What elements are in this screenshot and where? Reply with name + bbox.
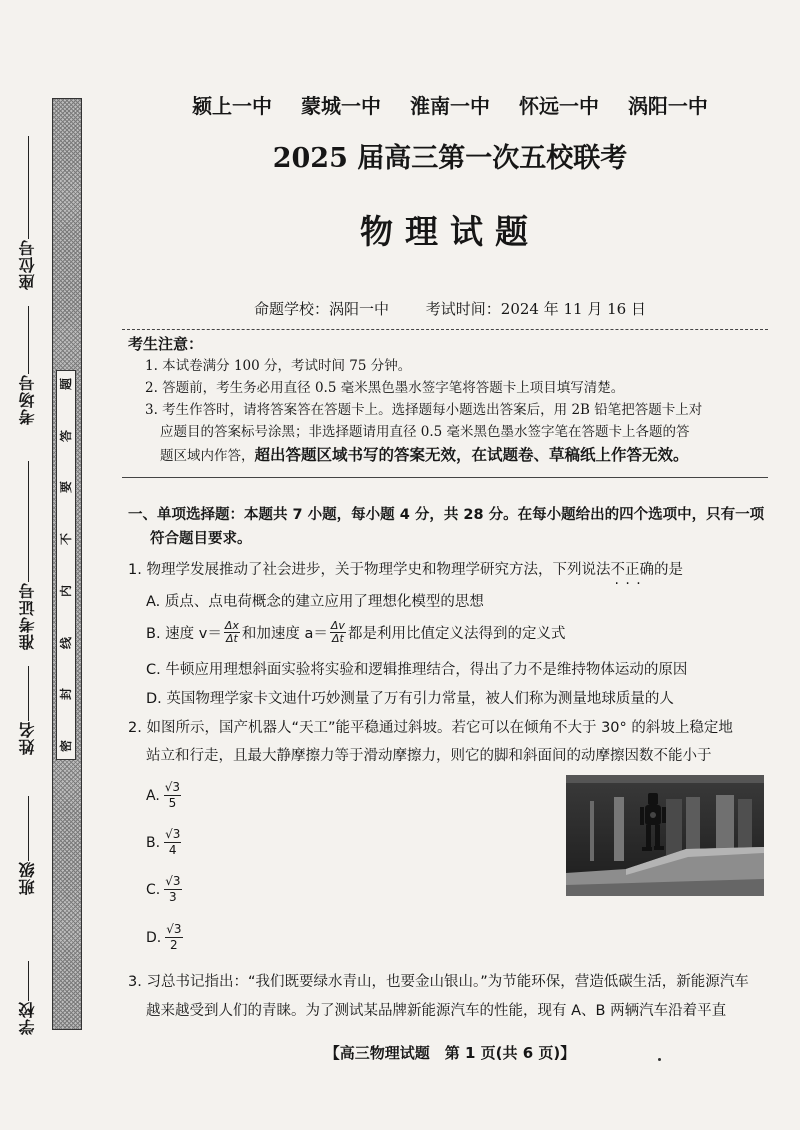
- ticket-number-line: [28, 461, 29, 582]
- notice-item-3: 3. 考生作答时，请将答案答在答题卡上。选择题每小题选出答案后，用 2B 铅笔把答题卡上对: [145, 402, 703, 418]
- option-b-prefix: B. 速度 v＝: [146, 626, 222, 642]
- subject-title: 物理试题: [360, 212, 540, 251]
- fraction-numerator: √3: [165, 874, 181, 888]
- notice-emphasis: 超出答题区域书写的答案无效，在试题卷、草稿纸上作答无效。: [254, 445, 689, 464]
- option-b-suffix: 都是利用比值定义法得到的定义式: [347, 626, 566, 642]
- notice-item-1: 1. 本试卷满分 100 分，考试时间 75 分钟。: [145, 358, 412, 374]
- velocity-fraction: [224, 620, 240, 645]
- question-1-stem-b: 的是: [653, 562, 683, 578]
- seal-char: 内: [58, 584, 73, 597]
- seal-char: 答: [58, 429, 73, 442]
- question-2-option-c: [146, 874, 184, 905]
- school-name: 涡阳一中: [627, 94, 708, 118]
- seat-number-label: 座位号: [18, 239, 37, 290]
- exam-room-label: 考场号: [18, 374, 37, 425]
- option-fraction: [164, 780, 181, 811]
- question-2-option-b: [146, 827, 183, 858]
- class-line: [28, 796, 29, 861]
- notice-item-3-end: [160, 444, 689, 467]
- seal-char: 要: [58, 481, 73, 494]
- notice-top-rule: [122, 329, 768, 330]
- question-2-option-a: [146, 780, 183, 811]
- fraction-denominator: 3: [169, 890, 177, 904]
- school-line: [28, 961, 29, 1001]
- page-footer: 【高三物理试题 第 1 页(共 6 页)】: [324, 1044, 576, 1062]
- school-list: [100, 90, 800, 119]
- question-1-option-b: [146, 620, 565, 645]
- school-name: 蒙城一中: [301, 94, 382, 118]
- class-label: 班级: [18, 861, 37, 895]
- section-heading: 一、单项选择题：本题共 7 小题，每小题 4 分，共 28 分。在每小题给出的四个选项中，只有一项: [128, 507, 765, 523]
- ticket-number-label: 准考证号: [18, 582, 37, 650]
- question-2-stem: 2. 如图所示，国产机器人“天工”能平稳通过斜坡。若它可以在倾角不大于 30° 的斜坡上稳定地: [128, 720, 733, 736]
- seal-warning: [56, 370, 76, 760]
- fraction-denominator: 2: [170, 938, 178, 952]
- seal-char: 不: [58, 533, 73, 546]
- robot-slope-photo: [566, 775, 764, 896]
- fraction-numerator: √3: [165, 827, 181, 841]
- acceleration-numerator: Δv: [330, 619, 345, 632]
- question-1-emphasis: 不正确 · · ·: [610, 562, 654, 578]
- seal-char: 密: [58, 739, 73, 752]
- option-fraction: [164, 874, 181, 905]
- exam-room-field: [14, 300, 42, 425]
- school-name: 怀远一中: [518, 94, 599, 118]
- option-letter: A.: [146, 787, 160, 804]
- school-label: 学校: [18, 1001, 37, 1035]
- seat-number-line: [28, 136, 29, 239]
- option-fraction: [164, 827, 181, 858]
- notice-item-2: 2. 答题前，考生务必用直径 0.5 毫米黑色墨水签字笔将答题卡上项目填写清楚。: [145, 380, 625, 396]
- notice-item-3-end-a: 题区域内作答，: [160, 448, 255, 464]
- school-name: 淮南一中: [410, 94, 490, 118]
- setter-school: 命题学校：涡阳一中: [254, 300, 390, 318]
- question-1-option-a: A. 质点、点电荷概念的建立应用了理想化模型的思想: [146, 594, 484, 610]
- ticket-number-field: [14, 455, 42, 650]
- speck-mark: [658, 1058, 661, 1061]
- seal-char: 线: [58, 636, 73, 649]
- fraction-denominator: 5: [168, 796, 177, 810]
- name-line: [28, 666, 29, 721]
- question-1-option-c: C. 牛顿应用理想斜面实验将实验和逻辑推理结合，得出了力不是维持物体运动的原因: [146, 662, 688, 678]
- acceleration-fraction: [330, 620, 346, 645]
- notice-title: 考生注意：: [128, 335, 204, 353]
- name-field: [14, 660, 42, 755]
- question-2-stem-cont: 站立和行走，且最大静摩擦力等于滑动摩擦力，则它的脚和斜面间的动摩擦因数不能小于: [146, 748, 712, 764]
- robot-slope-photo-drawing: [566, 775, 764, 896]
- option-fraction: [165, 922, 182, 953]
- seat-number-field: [14, 130, 42, 290]
- question-2-option-d: [146, 922, 185, 953]
- fraction-numerator: √3: [164, 780, 181, 794]
- option-b-mid: 和加速度 a＝: [241, 626, 328, 642]
- seal-char: 封: [58, 688, 73, 701]
- option-letter: C.: [146, 881, 161, 898]
- exam-meta: [100, 298, 800, 319]
- notice-bottom-rule: [122, 477, 768, 478]
- question-1-stem: [128, 558, 683, 579]
- exam-room-line: [28, 306, 29, 374]
- velocity-numerator: Δx: [224, 619, 239, 632]
- option-letter: B.: [146, 834, 161, 851]
- notice-item-3-cont: 应题目的答案标号涂黑；非选择题请用直径 0.5 毫米黑色墨水签字笔在答题卡上各题的答: [160, 424, 690, 440]
- exam-title: 2025 届高三第一次五校联考: [272, 143, 628, 174]
- exam-date: 考试时间：2024 年 11 月 16 日: [425, 300, 646, 318]
- option-letter: D.: [146, 929, 162, 946]
- fraction-numerator: √3: [166, 922, 182, 936]
- question-1-option-d: D. 英国物理学家卡文迪什巧妙测量了万有引力常量，被人们称为测量地球质量的人: [146, 691, 674, 707]
- velocity-denominator: Δt: [225, 632, 238, 645]
- school-field: [14, 955, 42, 1035]
- acceleration-denominator: Δt: [332, 632, 344, 645]
- question-1-stem-a: 1. 物理学发展推动了社会进步，关于物理学史和物理学研究方法，下列说法: [128, 562, 611, 578]
- fraction-denominator: 4: [168, 843, 177, 857]
- school-name: 颍上一中: [192, 94, 273, 118]
- class-field: [14, 790, 42, 895]
- question-3-stem: 3. 习总书记指出：“我们既要绿水青山，也要金山银山。”为节能环保，营造低碳生活，新能源汽车: [128, 974, 749, 990]
- section-heading-cont: 符合题目要求。: [150, 531, 252, 547]
- seal-char: 题: [58, 377, 73, 391]
- question-3-stem-cont: 越来越受到人们的青睐。为了测试某品牌新能源汽车的性能，现有 A、B 两辆汽车沿着平直: [146, 1003, 727, 1019]
- name-label: 姓名: [18, 721, 37, 755]
